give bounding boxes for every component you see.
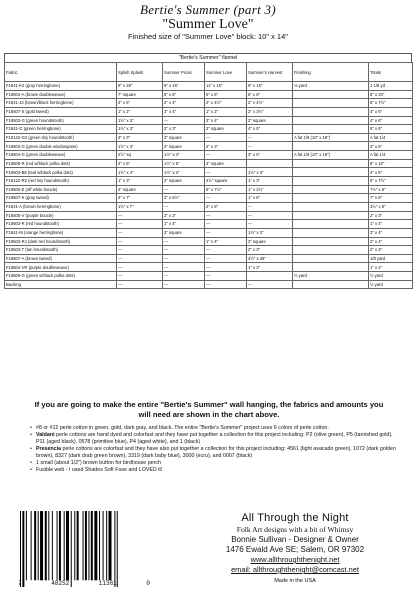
amount-cell: 3" x 4": [205, 116, 247, 125]
table-row: [5, 151, 413, 160]
fabric-name-cell: F18506-G (green w/black polka dots): [5, 272, 117, 281]
amount-cell: 6" x 6": [247, 90, 293, 99]
amount-cell: [293, 177, 369, 186]
amount-cell: 4" x 6": [117, 159, 163, 168]
designer-name: Bonnie Sullivan - Designer & Owner: [231, 535, 359, 544]
barcode-bar: [59, 511, 61, 580]
amount-cell: 2" x 8": [205, 202, 247, 211]
amount-cell: 7" square: [117, 90, 163, 99]
amount-cell: 4" x 6": [369, 107, 413, 116]
amount-cell: ½ yard: [293, 272, 369, 281]
amount-cell: 1" x 4": [369, 220, 413, 229]
barcode-bar: [48, 511, 49, 580]
barcode-bar: [106, 511, 107, 580]
amount-cell: 1½" x 3": [117, 125, 163, 134]
amount-cell: A fat 1/4: [369, 133, 413, 142]
table-row: [5, 82, 413, 91]
amount-cell: 1½" x 4": [163, 168, 205, 177]
fabric-name-cell: F18507-K (gray tweed): [5, 194, 117, 203]
barcode-bar: [114, 511, 115, 587]
barcode-bar: [34, 511, 36, 580]
amount-cell: 6" x 7½": [369, 99, 413, 108]
fabric-name-cell: F18504-VR (purple doubleweave): [5, 263, 117, 272]
barcode-bar: [117, 511, 118, 587]
barcode-bar: [26, 511, 27, 580]
barcode-bar: [38, 511, 39, 580]
table-row: [5, 116, 413, 125]
column-header: Summer Picnic: [163, 63, 205, 82]
amount-cell: 2" x 3": [247, 246, 293, 255]
amount-cell: 2" x 3": [163, 125, 205, 134]
amount-cell: 1½" x 5": [163, 159, 205, 168]
amount-cell: 4½" x 29": [247, 254, 293, 263]
barcode-bar: [40, 511, 43, 580]
amount-cell: 2" x 3": [369, 246, 413, 255]
amount-cell: 2" x 4½": [247, 99, 293, 108]
barcode-bar: [83, 511, 84, 580]
barcode-bar: [103, 511, 104, 580]
barcode-bar: [22, 511, 24, 587]
fabric-name-cell: F18507-A (brown tweed): [5, 254, 117, 263]
amount-cell: 1 1/8 yd: [369, 82, 413, 91]
amount-cell: A fat 1/4: [369, 151, 413, 160]
amount-cell: ---: [247, 211, 293, 220]
barcode-bar: [57, 511, 58, 580]
table-row: [5, 263, 413, 272]
amount-cell: ---: [117, 211, 163, 220]
barcode-bar: [88, 511, 89, 580]
amount-cell: [293, 194, 369, 203]
amount-cell: 7½" x 8": [369, 185, 413, 194]
barcode-bar: [99, 511, 100, 580]
fabric-name-cell: F18504-G (green doubleweave): [5, 151, 117, 160]
amount-cell: 3" x 3": [117, 133, 163, 142]
finished-size: Finished size of "Summer Love" block: 10" x 14": [128, 32, 288, 41]
amount-cell: 3" square: [205, 159, 247, 168]
amount-cell: 2" x 4½": [205, 99, 247, 108]
amount-cell: ---: [205, 194, 247, 203]
amount-cell: 4½" square: [205, 177, 247, 186]
amount-cell: 1" x 2": [247, 263, 293, 272]
amount-cell: 1½" x 4": [117, 168, 163, 177]
company-tagline: Folk Art designs with a bit of Whimsy: [236, 525, 354, 534]
brand-name: Presencia: [36, 446, 62, 452]
table-row: [5, 246, 413, 255]
table-row: [5, 90, 413, 99]
supply-item: [30, 432, 400, 446]
column-header: Totals: [369, 63, 413, 82]
supply-text: perle cottons are colorfast and they have also put together a collection for this project including: 4561 (light avacado green), 1072 (dark golden brown), 8327 (dark drab green brown), 3319 (dark baby blue), 3000 (ecru), and 0007 (black): [36, 446, 396, 459]
amount-cell: [293, 116, 369, 125]
barcode-digit-group: 7: [18, 580, 22, 587]
barcode-bar: [109, 511, 112, 580]
fabric-name-cell: F1841-K2 (gray herringbone): [5, 82, 117, 91]
table-row: [5, 99, 413, 108]
barcode-bar: [94, 511, 97, 580]
supply-item: [30, 467, 400, 474]
fabric-table: [4, 62, 413, 289]
fabric-name-cell: Backing: [5, 280, 117, 289]
table-row: [5, 202, 413, 211]
amount-cell: ---: [117, 246, 163, 255]
fabric-name-cell: F18122-R2 (red tiny houndstooth): [5, 177, 117, 186]
amount-cell: 1" x 2": [369, 263, 413, 272]
amount-cell: 1/8 yard: [369, 254, 413, 263]
table-row: [5, 168, 413, 177]
amount-cell: 4" x 5": [369, 168, 413, 177]
amount-cell: [293, 228, 369, 237]
supply-text: #8 or #12 perle cotton in green, gold, dark gray, and black. The entire "Bertie's Summer" project uses 6 colors of perle cotton.: [36, 425, 329, 431]
fabric-name-cell: F18503-T (tan houndstooth): [5, 246, 117, 255]
barcode-bar: [31, 511, 32, 580]
barcode-bar: [71, 511, 72, 587]
amount-cell: 5" x 7½": [369, 177, 413, 186]
contact-block: [176, 512, 414, 586]
amount-cell: 3" x 5": [247, 151, 293, 160]
fabric-name-cell: F1841-A (brown herringbone): [5, 202, 117, 211]
amount-cell: 1" x 4": [163, 220, 205, 229]
amount-cell: [293, 263, 369, 272]
amount-cell: 6" x 10": [369, 159, 413, 168]
amount-cell: ---: [163, 263, 205, 272]
header: [0, 0, 416, 42]
table-row: [5, 237, 413, 246]
amount-cell: [293, 220, 369, 229]
column-header: Summer Love: [205, 63, 247, 82]
amount-cell: ---: [117, 228, 163, 237]
table-row: [5, 194, 413, 203]
amount-cell: 3" square: [163, 133, 205, 142]
barcode-digit-group: 11361: [98, 580, 117, 587]
amount-cell: [247, 159, 293, 168]
supply-list: [30, 425, 400, 474]
amount-cell: ½ yard: [369, 272, 413, 281]
amount-cell: 2½" sq: [117, 151, 163, 160]
amount-cell: [247, 272, 293, 281]
amount-cell: ---: [163, 254, 205, 263]
column-header: Splish Splash: [117, 63, 163, 82]
amount-cell: ---: [205, 272, 247, 281]
amount-cell: 8" x 20": [369, 90, 413, 99]
fabric-name-cell: F18503-B8 (teal w/black polka dots): [5, 168, 117, 177]
amount-cell: 3" square: [247, 116, 293, 125]
amount-cell: 8" x 8": [163, 90, 205, 99]
supply-text: perle cottons are hand dyed and colorfast and they have put together a collection for this project including: P2 (olive green), P5 (tarnished gold), P11 (aged black), 0578 (primitive blue), P4 (aged white), and 1 (black): [36, 432, 393, 445]
amount-cell: ---: [117, 263, 163, 272]
barcode-bar: [20, 511, 21, 587]
amount-cell: 1½" x 3": [117, 142, 163, 151]
barcode: [18, 511, 148, 587]
amount-cell: 2" square: [163, 177, 205, 186]
amount-cell: [293, 246, 369, 255]
amount-cell: ---: [247, 280, 293, 289]
amount-cell: 1½" x 3": [247, 168, 293, 177]
amount-cell: 3" square: [205, 125, 247, 134]
amount-cell: [293, 211, 369, 220]
company-name: All Through the Night: [241, 512, 349, 524]
fabric-name-cell: F18505-E (off white boucle): [5, 185, 117, 194]
table-caption: "Bertie's Summer" flannel: [4, 53, 412, 62]
amount-cell: ---: [163, 185, 205, 194]
amount-cell: 1" x 2½": [247, 185, 293, 194]
fabric-name-cell: F18503-G (green houndstooth): [5, 116, 117, 125]
barcode-bar: [45, 511, 47, 580]
amount-cell: ---: [205, 280, 247, 289]
block-title: "Summer Love": [162, 17, 254, 32]
fabric-table-wrapper: [4, 53, 412, 289]
amount-cell: 5" x 6": [205, 90, 247, 99]
amount-cell: ---: [117, 272, 163, 281]
amount-cell: ---: [205, 220, 247, 229]
amount-cell: 2" x 3½": [247, 107, 293, 116]
barcode-bar: [52, 511, 53, 580]
amount-cell: [293, 125, 369, 134]
amount-cell: ---: [247, 133, 293, 142]
supply-text: Fusible web - I used Shades Soft Fuse and LOVED it!: [36, 467, 163, 473]
amount-cell: ---: [205, 263, 247, 272]
amount-cell: 3" x 4": [163, 107, 205, 116]
amount-cell: 7" x 8": [369, 194, 413, 203]
amount-cell: A fat 1/8 (10" x 18"): [293, 151, 369, 160]
barcode-bar: [64, 511, 65, 580]
amount-cell: 2" square: [247, 237, 293, 246]
fabric-name-cell: F18503-R (red houndstooth): [5, 220, 117, 229]
amount-cell: ---: [247, 220, 293, 229]
amount-cell: ---: [205, 151, 247, 160]
column-header: Finishing: [293, 63, 369, 82]
table-body: [5, 82, 413, 289]
amount-cell: ---: [117, 280, 163, 289]
amount-cell: 1" x 2": [205, 107, 247, 116]
barcode-digit-group: 48252: [51, 580, 70, 587]
amount-cell: 5" x 6": [369, 125, 413, 134]
intro-text: If you are going to make the entire "Bertie's Summer" wall hanging, the fabrics and amounts you will need are shown in the chart above.: [34, 400, 384, 419]
table-row: [5, 133, 413, 142]
fabric-name-cell: F18507-S (gold tweed): [5, 107, 117, 116]
barcode-bar: [74, 511, 75, 580]
barcode-bar: [85, 511, 87, 580]
amount-cell: ---: [163, 246, 205, 255]
table-row: [5, 220, 413, 229]
amount-cell: 1" x 4": [205, 237, 247, 246]
amount-cell: [293, 168, 369, 177]
barcode-digit-group: 0: [146, 580, 150, 587]
amount-cell: 3" square: [163, 142, 205, 151]
amount-cell: 3" x 5": [117, 99, 163, 108]
fabric-name-cell: F1841-J2 (brown/black herringbone): [5, 99, 117, 108]
amount-cell: [293, 237, 369, 246]
amount-cell: 9" x 15": [163, 82, 205, 91]
email-link[interactable]: email: allthroughthenight@comcast.net: [231, 565, 359, 574]
amount-cell: 3" x 6": [369, 142, 413, 151]
barcode-bar: [91, 511, 93, 580]
amount-cell: ---: [163, 116, 205, 125]
amount-cell: 9" x 15": [247, 82, 293, 91]
barcode-bar: [77, 511, 79, 580]
amount-cell: 3" square: [163, 228, 205, 237]
supply-item: [30, 446, 400, 460]
table-row: [5, 280, 413, 289]
brand-name: Valdani: [36, 432, 55, 438]
amount-cell: 1½" x 4": [163, 151, 205, 160]
amount-cell: ---: [205, 133, 247, 142]
table-row: [5, 185, 413, 194]
amount-cell: ---: [205, 254, 247, 263]
table-row: [5, 159, 413, 168]
amount-cell: ⅛ yard: [293, 82, 369, 91]
table-row: [5, 125, 413, 134]
amount-cell: ---: [117, 254, 163, 263]
amount-cell: 2" x 3": [205, 142, 247, 151]
supply-item: [30, 425, 400, 432]
amount-cell: ---: [163, 237, 205, 246]
amount-cell: 3" square: [117, 185, 163, 194]
fabric-name-cell: F18506-R (red w/black polka dots): [5, 159, 117, 168]
amount-cell: 2" x 6½": [163, 194, 205, 203]
fabric-name-cell: F18503-RJ (dark red houndstooth): [5, 237, 117, 246]
amount-cell: ½ yard: [369, 280, 413, 289]
amount-cell: 4" x 5": [247, 125, 293, 134]
amount-cell: ---: [117, 237, 163, 246]
amount-cell: 1" x 3": [117, 177, 163, 186]
table-row: [5, 142, 413, 151]
amount-cell: [293, 142, 369, 151]
amount-cell: 1" x 2": [117, 107, 163, 116]
amount-cell: 3" x 4": [369, 228, 413, 237]
column-header: Fabric: [5, 63, 117, 82]
made-in-usa: Made in the USA: [274, 578, 316, 584]
barcode-digits: [18, 580, 150, 587]
table-row: [5, 254, 413, 263]
amount-cell: ---: [205, 228, 247, 237]
barcode-bar: [66, 511, 69, 580]
amount-cell: A fat 1/8 (10" x 18"): [293, 133, 369, 142]
fabric-name-cell: F18504-A (brown doubleweave): [5, 90, 117, 99]
company-address: 1476 Ewald Ave SE; Salem, OR 97302: [225, 545, 365, 554]
fabric-name-cell: F1841-G (green herringbone): [5, 125, 117, 134]
column-header: Summer's Harvest: [247, 63, 293, 82]
amount-cell: ---: [205, 168, 247, 177]
fabric-name-cell: F18505-V (purple boucle): [5, 211, 117, 220]
amount-cell: ---: [163, 280, 205, 289]
amount-cell: 9" x 25": [117, 82, 163, 91]
fabric-name-cell: F18122-G2 (green tiny houndstooth): [5, 133, 117, 142]
amount-cell: ---: [247, 142, 293, 151]
amount-cell: [293, 159, 369, 168]
amount-cell: [293, 185, 369, 194]
amount-cell: ---: [163, 272, 205, 281]
amount-cell: ---: [205, 246, 247, 255]
amount-cell: [293, 90, 369, 99]
amount-cell: 1" x 3": [247, 177, 293, 186]
fabric-name-cell: F1841-M (orange herringbone): [5, 228, 117, 237]
amount-cell: [293, 280, 369, 289]
amount-cell: [293, 202, 369, 211]
amount-cell: 4" x 7": [117, 194, 163, 203]
amount-cell: ---: [163, 202, 205, 211]
amount-cell: 2" x 3": [369, 211, 413, 220]
amount-cell: ---: [205, 211, 247, 220]
website-link[interactable]: www.allthroughthenight.net: [250, 555, 340, 564]
table-row: [5, 228, 413, 237]
supply-item: [30, 460, 400, 467]
table-row: [5, 272, 413, 281]
amount-cell: 5" x 7½": [205, 185, 247, 194]
amount-cell: 1½" x 7": [117, 202, 163, 211]
amount-cell: [293, 254, 369, 263]
amount-cell: [293, 107, 369, 116]
amount-cell: 3½" x 8": [369, 202, 413, 211]
amount-cell: 2" x 4": [369, 237, 413, 246]
supply-text: 1 small (about 1/2") brown button for birdhouse perch: [36, 460, 161, 466]
amount-cell: ---: [247, 202, 293, 211]
amount-cell: 1" x 6": [247, 194, 293, 203]
table-row: [5, 107, 413, 116]
table-row: [5, 177, 413, 186]
amount-cell: 1½" x 3": [247, 228, 293, 237]
table-header-row: [5, 63, 413, 82]
amount-cell: 1½" x 3": [117, 116, 163, 125]
amount-cell: ---: [117, 220, 163, 229]
pattern-title: Bertie's Summer (part 3): [140, 2, 276, 17]
amount-cell: 2" x 3": [163, 211, 205, 220]
amount-cell: 2" x 4": [163, 99, 205, 108]
amount-cell: 11" x 15": [205, 82, 247, 91]
table-row: [5, 211, 413, 220]
amount-cell: [293, 99, 369, 108]
amount-cell: 4" x 6": [369, 116, 413, 125]
fabric-name-cell: F18502-G (green double windowpane): [5, 142, 117, 151]
